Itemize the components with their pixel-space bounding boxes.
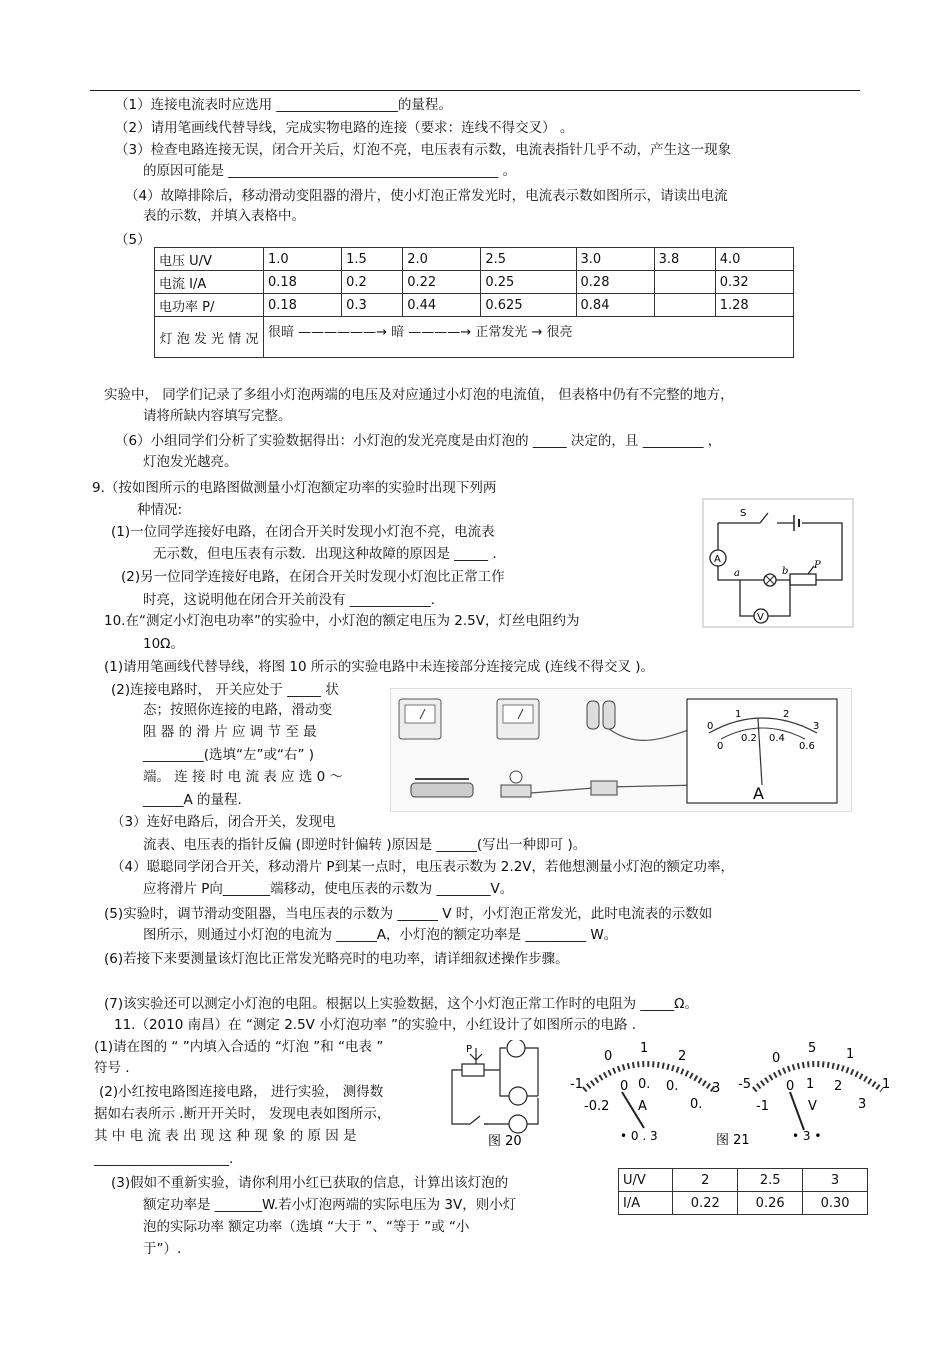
rheostat-symbol: [790, 574, 816, 585]
scale-tick: 3: [813, 721, 820, 732]
scale-tick: 5: [808, 1041, 817, 1056]
table-cell: 3.8: [654, 248, 715, 271]
battery-icon: [587, 701, 615, 729]
circuit-diagram-fig20: [448, 1040, 558, 1150]
table-row: [619, 1192, 868, 1215]
voltmeter-dial: [738, 1041, 890, 1143]
q9-part2a: (2)另一位同学连接好电路，在闭合开关时发现小灯泡比正常工作: [121, 569, 505, 585]
table-row: [155, 294, 794, 317]
table-cell: 电功率 P/: [155, 294, 264, 317]
table-cell: 2.5: [738, 1169, 803, 1192]
table-cell: 0.2: [342, 271, 403, 294]
q8-part6a: （6）小组同学们分析了实验数据得出：小灯泡的发光亮度是由灯泡的 _____ 决定的，且 _________ ，: [115, 433, 722, 449]
table-cell: 1.5: [342, 248, 403, 271]
table-cell: 1.0: [264, 248, 342, 271]
scale-tick: 0: [604, 1049, 613, 1064]
table-cell: [654, 294, 715, 317]
meter-placeholder-circle: [509, 1087, 527, 1105]
scale-tick: 0.6: [799, 741, 815, 752]
q8-part6b: 灯泡发光越亮。: [143, 454, 238, 470]
q11-part3-l3: 泡的实际功率 额定功率（选填 “大于 ”、“等于 ”或 “小: [143, 1219, 470, 1235]
table-cell: 4.0: [715, 248, 793, 271]
scale-tick: 0: [717, 741, 724, 752]
table-cell: 0.44: [403, 294, 481, 317]
table-cell: 0.28: [576, 271, 654, 294]
lamp-holder-icon: [501, 771, 531, 797]
q10-part2-l2: 态；按照你连接的电路，滑动变: [143, 702, 332, 718]
meter-unit-label: V: [808, 1099, 817, 1114]
scale-tick: 0.4: [769, 733, 785, 744]
slider-label: P: [466, 1044, 473, 1055]
ammeter-device-icon: [399, 699, 441, 739]
slider-label: P: [814, 560, 821, 571]
q11-part2-l1: (2)小红按电路图连接电路， 进行实验， 测得数: [99, 1084, 384, 1100]
table-cell: 0.18: [264, 294, 342, 317]
scale-tick: 1: [735, 709, 742, 720]
table-cell: 3: [803, 1169, 868, 1192]
table-cell: 0.84: [576, 294, 654, 317]
q8-part4b: 表的示数，并填入表格中。: [143, 208, 305, 224]
table-cell: 0.22: [673, 1192, 738, 1215]
q10-title: 10.在“测定小灯泡电功率”的实验中，小灯泡的额定电压为 2.5V，灯丝电阻约为: [104, 613, 580, 629]
voltmeter-label: V: [757, 612, 764, 623]
scale-tick: 1: [846, 1047, 855, 1062]
scale-tick: 0.: [690, 1097, 703, 1112]
q10-part2-l1: (2)连接电路时， 开关应处于 _____ 状: [111, 682, 339, 698]
scale-tick: 2: [678, 1049, 687, 1064]
switch-label: S: [740, 508, 747, 519]
q11-part2-l3: 其 中 电 流 表 出 现 这 种 现 象 的 原 因 是: [94, 1128, 357, 1144]
scale-tick: 1: [640, 1041, 649, 1056]
meter-reading: • 3 •: [792, 1129, 822, 1143]
q10-part4-l2: 应将滑片 P向_______端移动，使电压表的示数为 ________V。: [143, 881, 514, 897]
table-cell: 0.25: [481, 271, 576, 294]
q9-title: 9.（按如图所示的电路图做测量小灯泡额定功率的实验时出现下列两: [92, 480, 497, 496]
data-table-2: [618, 1168, 868, 1215]
scale-tick: 0: [707, 721, 714, 732]
scale-tick: -5: [738, 1077, 751, 1092]
table-cell: 2.5: [481, 248, 576, 271]
q9-part1a: (1)一位同学连接好电路，在闭合开关时发现小灯泡不亮，电流表: [111, 524, 495, 540]
rheostat-device-icon: [411, 779, 473, 797]
point-b-label: b: [782, 566, 789, 577]
scale-tick: -1: [570, 1077, 583, 1092]
table-cell: 0.625: [481, 294, 576, 317]
table-row: [619, 1169, 868, 1192]
q11-part3-l4: 于”）.: [143, 1241, 182, 1257]
scale-tick: 2: [783, 709, 790, 720]
scale-tick: -0.2: [584, 1099, 610, 1114]
table-cell: 2: [673, 1169, 738, 1192]
q10-part5-l2: 图所示，则通过小灯泡的电流为 ______A，小灯泡的额定功率是 _________ W。: [143, 927, 618, 943]
table-cell: 0.3: [342, 294, 403, 317]
q10-part6: (6)若接下来要测量该灯泡比正常发光略亮时的电功率，请详细叙述操作步骤。: [104, 951, 569, 967]
ammeter-dial: [570, 1041, 720, 1143]
table-cell: 灯 泡 发 光 情 况: [155, 317, 264, 358]
q11-part3-l2: 额定功率是 _______W.若小灯泡两端的实际电压为 3V，则小灯: [143, 1197, 517, 1213]
q10-part3-l1: （3）连好电路后，闭合开关，发现电: [111, 814, 336, 830]
figure-caption: 图 20: [488, 1134, 522, 1149]
switch-device-icon: [591, 781, 617, 795]
scale-tick: 0.2: [741, 733, 757, 744]
voltmeter-device-icon: [497, 699, 539, 739]
table-cell: 电压 U/V: [155, 248, 264, 271]
q9-title-b: 种情况:: [137, 502, 183, 518]
q10-part3-l2: 流表、电压表的指针反偏 (即逆时针偏转 )原因是 ______(写出一种即可 )。: [143, 837, 587, 853]
scale-tick: 0.: [666, 1079, 679, 1094]
scale-tick: 0: [786, 1079, 795, 1094]
rheostat-symbol: [462, 1064, 484, 1076]
q11-part3-l1: (3)假如不重新实验，请你利用小红已获取的信息，计算出该灯泡的: [111, 1175, 509, 1191]
q8-part5: （5）: [115, 232, 151, 248]
meter-unit-label: A: [638, 1099, 647, 1114]
q8-part3b: 的原因可能是 ________________________________________ 。: [143, 163, 517, 179]
scale-tick: 0.: [638, 1077, 651, 1092]
apparatus-photo: [390, 688, 852, 812]
q11-part1-l2: 符号 .: [94, 1060, 130, 1076]
table-cell: 很暗 ——————→ 暗 ————→ 正常发光 → 很亮: [264, 317, 794, 358]
scale-tick: 0: [772, 1051, 781, 1066]
q10-part5-l1: (5)实验时，调节滑动变阻器，当电压表的示数为 ______ V 时，小灯泡正常发光，此时电流表的示数如: [104, 906, 713, 922]
q11-title: 11.（2010 南昌）在 “测定 2.5V 小灯泡功率 ”的实验中，小红设计了如图所示的电路 .: [114, 1017, 637, 1033]
table-row: [155, 271, 794, 294]
table-cell: 0.26: [738, 1192, 803, 1215]
point-a-label: a: [734, 568, 740, 579]
table-cell: U/V: [619, 1169, 673, 1192]
data-table-1: [154, 247, 794, 358]
table-cell: I/A: [619, 1192, 673, 1215]
meter-placeholder-circle: [509, 1115, 527, 1133]
q10-title-b: 10Ω。: [143, 636, 184, 652]
table-cell: 2.0: [403, 248, 481, 271]
table-cell: 0.30: [803, 1192, 868, 1215]
q10-part1: (1)请用笔画线代替导线，将图 10 所示的实验电路中未连接部分连接完成 (连线不得交叉 )。: [104, 659, 654, 675]
q9-part1b: 无示数，但电压表有示数．出现这种故障的原因是 _____ .: [153, 546, 497, 562]
q11-part2-l4: ____________________.: [94, 1151, 234, 1167]
q10-part2-l5: 端。 连 接 时 电 流 表 应 选 0 ～: [143, 769, 344, 785]
q10-part2-l4: _________(选填“左”或“右” ): [143, 747, 315, 763]
q10-part7: (7)该实验还可以测定小灯泡的电阻。根据以上实验数据，这个小灯泡正常工作时的电阻为 _____Ω。: [104, 996, 698, 1012]
scale-tick: 1: [806, 1077, 815, 1092]
table-row: [155, 248, 794, 271]
scale-tick: -1: [756, 1099, 769, 1114]
table-cell: 0.32: [715, 271, 793, 294]
circuit-diagram-q9: [702, 498, 854, 628]
scale-tick: 1: [882, 1077, 891, 1092]
q11-part2-l2: 据如右表所示 .断开开关时， 发现电表如图所示，: [94, 1106, 391, 1122]
ammeter-label: A: [714, 554, 721, 565]
meters-fig21: [564, 1040, 894, 1152]
table-cell: 3.0: [576, 248, 654, 271]
scale-tick: 0: [620, 1079, 629, 1094]
q8-part3a: （3）检查电路连接无误，闭合开关后，灯泡不亮，电压表有示数，电流表指针几乎不动，产生这一现象: [115, 142, 732, 158]
q8-part1: （1）连接电流表时应选用 __________________的量程。: [115, 97, 452, 113]
figure-caption: 图 21: [716, 1133, 750, 1148]
q8-part4a: （4）故障排除后，移动滑动变阻器的滑片，使小灯泡正常发光时，电流表示数如图所示，请读出电流: [125, 188, 728, 204]
table-cell: 0.22: [403, 271, 481, 294]
meter-placeholder-circle: [507, 1040, 525, 1057]
meter-unit-label: A: [753, 784, 764, 803]
table-cell: 1.28: [715, 294, 793, 317]
scale-tick: 2: [834, 1079, 843, 1094]
scale-tick: 3: [858, 1097, 867, 1112]
wire: [531, 727, 711, 793]
table-row: [155, 317, 794, 358]
q8-part2: （2）请用笔画线代替导线，完成实物电路的连接（要求：连线不得交叉） 。: [115, 120, 574, 136]
q8-note-b: 请将所缺内容填写完整。: [143, 408, 292, 424]
q9-part2b: 时亮，这说明他在闭合开关前没有 ____________.: [143, 592, 436, 608]
scale-tick: 3: [712, 1081, 721, 1096]
q11-part1-l1: (1)请在图的 “ ”内填入合适的 “灯泡 ”和 “电表 ”: [94, 1039, 384, 1055]
table-cell: 电流 I/A: [155, 271, 264, 294]
table-cell: [654, 271, 715, 294]
q8-note-a: 实验中， 同学们记录了多组小灯泡两端的电压及对应通过小灯泡的电流值， 但表格中仍有不完整的地方，: [104, 387, 734, 403]
q10-part4-l1: （4）聪聪同学闭合开关，移动滑片 P到某一点时，电压表示数为 2.2V，若他想测量小灯泡的额定功率，: [111, 859, 735, 875]
top-rule: [90, 90, 860, 91]
q10-part2-l3: 阻 器 的 滑 片 应 调 节 至 最: [143, 724, 317, 740]
meter-reading: • 0 . 3: [620, 1129, 658, 1143]
table-cell: 0.18: [264, 271, 342, 294]
q10-part2-l6: ______A 的量程.: [143, 792, 242, 808]
